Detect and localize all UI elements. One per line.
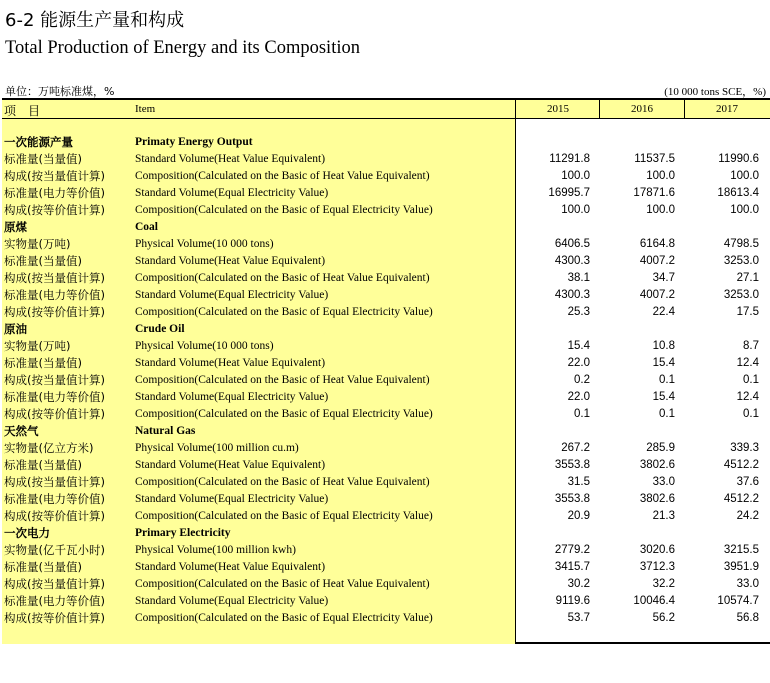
row-label-en: Physical Volume(100 million kwh) xyxy=(135,544,296,556)
column-divider xyxy=(684,100,685,119)
row-label-en: Primary Electricity xyxy=(135,527,231,539)
header-year-2016: 2016 xyxy=(631,103,653,115)
unit-label-cn: 单位：万吨标准煤，% xyxy=(5,85,115,98)
value-cell-2016: 285.9 xyxy=(646,442,675,454)
value-cell-2016: 3020.6 xyxy=(639,544,675,556)
section-row xyxy=(2,423,770,440)
row-label-cn: 标准量(电力等价值) xyxy=(4,186,105,200)
value-cell-2017: 0.1 xyxy=(743,374,759,386)
value-cell-2015: 0.1 xyxy=(574,408,590,420)
row-label-cn: 构成(按等价值计算) xyxy=(4,305,105,319)
value-cell-2015: 22.0 xyxy=(567,391,590,403)
row-label-cn: 构成(按等价值计算) xyxy=(4,611,105,625)
table-row xyxy=(2,542,770,559)
page-title-en: Total Production of Energy and its Composition xyxy=(5,38,360,58)
value-cell-2016: 33.0 xyxy=(652,476,675,488)
value-cell-2017: 17.5 xyxy=(736,306,759,318)
value-cell-2017: 10574.7 xyxy=(717,595,759,607)
value-cell-2015: 11291.8 xyxy=(549,153,590,165)
row-label-en: Physical Volume(10 000 tons) xyxy=(135,340,274,352)
value-cell-2016: 3802.6 xyxy=(639,493,675,505)
value-cell-2017: 56.8 xyxy=(736,612,759,624)
value-cell-2016: 21.3 xyxy=(652,510,675,522)
table-row xyxy=(2,406,770,423)
table-row xyxy=(2,304,770,321)
value-cell-2015: 100.0 xyxy=(561,170,590,182)
row-label-en: Standard Volume(Heat Value Equivalent) xyxy=(135,561,326,573)
row-label-en: Coal xyxy=(135,221,158,233)
value-cell-2017: 100.0 xyxy=(730,170,759,182)
row-label-en: Composition(Calculated on the Basic of Equal Electricity Value) xyxy=(135,306,433,318)
table-row xyxy=(2,287,770,304)
value-cell-2016: 32.2 xyxy=(652,578,675,590)
table-row xyxy=(2,593,770,610)
value-cell-2017: 27.1 xyxy=(736,272,759,284)
value-cell-2016: 100.0 xyxy=(646,170,675,182)
value-cell-2017: 12.4 xyxy=(736,391,759,403)
row-label-cn: 原煤 xyxy=(4,220,27,234)
row-label-en: Standard Volume(Equal Electricity Value) xyxy=(135,187,329,199)
value-cell-2015: 25.3 xyxy=(567,306,590,318)
row-label-en: Composition(Calculated on the Basic of Heat Value Equivalent) xyxy=(135,476,430,488)
row-label-en: Natural Gas xyxy=(135,425,196,437)
row-label-cn: 实物量(万吨) xyxy=(4,237,71,251)
value-cell-2015: 22.0 xyxy=(567,357,590,369)
row-label-cn: 构成(按当量值计算) xyxy=(4,169,105,183)
header-item-en: Item xyxy=(135,103,156,115)
row-label-en: Crude Oil xyxy=(135,323,185,335)
page-title-cn: 6-2 能源生产量和构成 xyxy=(5,10,185,31)
value-cell-2015: 9119.6 xyxy=(555,595,590,607)
table-row xyxy=(2,610,770,627)
row-label-en: Physical Volume(10 000 tons) xyxy=(135,238,274,250)
value-cell-2015: 30.2 xyxy=(567,578,590,590)
value-cell-2017: 37.6 xyxy=(736,476,759,488)
row-label-cn: 天然气 xyxy=(4,424,39,438)
value-cell-2015: 0.2 xyxy=(574,374,590,386)
table-row xyxy=(2,168,770,185)
row-label-cn: 标准量(当量值) xyxy=(4,560,82,574)
value-cell-2017: 0.1 xyxy=(743,408,759,420)
row-label-cn: 构成(按当量值计算) xyxy=(4,373,105,387)
table-row xyxy=(2,440,770,457)
value-cell-2017: 12.4 xyxy=(736,357,759,369)
row-label-cn: 标准量(电力等价值) xyxy=(4,288,105,302)
value-cell-2016: 0.1 xyxy=(659,408,675,420)
row-label-cn: 实物量(亿立方米) xyxy=(4,441,94,455)
table-row xyxy=(2,185,770,202)
table-body xyxy=(2,134,770,627)
value-cell-2017: 3215.5 xyxy=(723,544,759,556)
value-cell-2017: 18613.4 xyxy=(717,187,759,199)
table-row xyxy=(2,389,770,406)
section-row xyxy=(2,525,770,542)
row-label-cn: 构成(按当量值计算) xyxy=(4,271,105,285)
value-cell-2016: 34.7 xyxy=(652,272,675,284)
row-label-en: Composition(Calculated on the Basic of Equal Electricity Value) xyxy=(135,510,433,522)
value-cell-2016: 15.4 xyxy=(652,357,675,369)
value-cell-2017: 4512.2 xyxy=(723,459,759,471)
row-label-en: Composition(Calculated on the Basic of Heat Value Equivalent) xyxy=(135,374,430,386)
value-cell-2016: 3712.3 xyxy=(639,561,675,573)
value-cell-2015: 53.7 xyxy=(567,612,590,624)
value-cell-2015: 20.9 xyxy=(567,510,590,522)
value-cell-2017: 11990.6 xyxy=(718,153,759,165)
header-year-2017: 2017 xyxy=(716,103,738,115)
row-label-cn: 标准量(电力等价值) xyxy=(4,594,105,608)
value-cell-2017: 33.0 xyxy=(736,578,759,590)
row-label-cn: 标准量(当量值) xyxy=(4,356,82,370)
table-row xyxy=(2,457,770,474)
value-cell-2016: 10046.4 xyxy=(633,595,675,607)
table-row xyxy=(2,355,770,372)
header-item-cn: 项 目 xyxy=(4,104,41,118)
row-label-en: Standard Volume(Equal Electricity Value) xyxy=(135,391,329,403)
value-cell-2015: 31.5 xyxy=(567,476,590,488)
table-row xyxy=(2,372,770,389)
value-cell-2016: 4007.2 xyxy=(639,289,675,301)
row-label-cn: 一次能源产量 xyxy=(4,135,73,149)
value-cell-2017: 4798.5 xyxy=(723,238,759,250)
row-label-cn: 实物量(亿千瓦小时) xyxy=(4,543,105,557)
value-cell-2016: 3802.6 xyxy=(639,459,675,471)
table-header xyxy=(2,100,770,119)
table-row xyxy=(2,236,770,253)
table-row xyxy=(2,253,770,270)
value-cell-2017: 24.2 xyxy=(736,510,759,522)
table-row xyxy=(2,202,770,219)
value-cell-2015: 38.1 xyxy=(567,272,590,284)
value-cell-2017: 339.3 xyxy=(730,442,759,454)
row-label-en: Primaty Energy Output xyxy=(135,136,253,148)
row-label-cn: 一次电力 xyxy=(4,526,50,540)
value-cell-2017: 8.7 xyxy=(743,340,759,352)
value-cell-2016: 11537.5 xyxy=(634,153,675,165)
row-label-cn: 构成(按等价值计算) xyxy=(4,203,105,217)
row-label-en: Standard Volume(Equal Electricity Value) xyxy=(135,493,329,505)
table-row xyxy=(2,151,770,168)
table-row xyxy=(2,576,770,593)
value-cell-2015: 6406.5 xyxy=(554,238,590,250)
section-row xyxy=(2,134,770,151)
value-cell-2015: 3553.8 xyxy=(554,459,590,471)
value-cell-2015: 15.4 xyxy=(567,340,590,352)
row-label-cn: 标准量(当量值) xyxy=(4,254,82,268)
table-row xyxy=(2,338,770,355)
value-cell-2015: 16995.7 xyxy=(548,187,590,199)
row-label-cn: 实物量(万吨) xyxy=(4,339,71,353)
column-divider xyxy=(599,100,600,119)
value-cell-2017: 100.0 xyxy=(730,204,759,216)
value-cell-2016: 15.4 xyxy=(652,391,675,403)
row-label-en: Composition(Calculated on the Basic of Equal Electricity Value) xyxy=(135,612,433,624)
value-cell-2017: 3253.0 xyxy=(723,255,759,267)
row-label-en: Composition(Calculated on the Basic of Heat Value Equivalent) xyxy=(135,578,430,590)
row-label-cn: 构成(按当量值计算) xyxy=(4,577,105,591)
value-cell-2015: 3415.7 xyxy=(554,561,590,573)
value-cell-2016: 0.1 xyxy=(659,374,675,386)
value-cell-2016: 6164.8 xyxy=(639,238,675,250)
row-label-cn: 构成(按当量值计算) xyxy=(4,475,105,489)
value-cell-2015: 3553.8 xyxy=(554,493,590,505)
row-label-en: Composition(Calculated on the Basic of Heat Value Equivalent) xyxy=(135,170,430,182)
row-label-en: Composition(Calculated on the Basic of Equal Electricity Value) xyxy=(135,204,433,216)
row-label-en: Standard Volume(Equal Electricity Value) xyxy=(135,289,329,301)
value-cell-2016: 17871.6 xyxy=(633,187,675,199)
energy-table xyxy=(2,98,770,644)
unit-label-en: (10 000 tons SCE，%) xyxy=(664,86,766,98)
row-label-en: Composition(Calculated on the Basic of Heat Value Equivalent) xyxy=(135,272,430,284)
row-label-en: Composition(Calculated on the Basic of Equal Electricity Value) xyxy=(135,408,433,420)
table-row xyxy=(2,559,770,576)
row-label-en: Standard Volume(Equal Electricity Value) xyxy=(135,595,329,607)
row-label-en: Physical Volume(100 million cu.m) xyxy=(135,442,299,454)
value-cell-2015: 4300.3 xyxy=(554,255,590,267)
value-cell-2015: 267.2 xyxy=(561,442,590,454)
row-label-cn: 标准量(电力等价值) xyxy=(4,492,105,506)
value-cell-2015: 100.0 xyxy=(561,204,590,216)
table-row xyxy=(2,508,770,525)
value-cell-2017: 4512.2 xyxy=(723,493,759,505)
value-cell-2017: 3253.0 xyxy=(723,289,759,301)
row-label-en: Standard Volume(Heat Value Equivalent) xyxy=(135,357,326,369)
value-cell-2016: 10.8 xyxy=(652,340,675,352)
row-label-en: Standard Volume(Heat Value Equivalent) xyxy=(135,459,326,471)
value-cell-2016: 4007.2 xyxy=(639,255,675,267)
table-row xyxy=(2,474,770,491)
value-cell-2016: 22.4 xyxy=(652,306,675,318)
table-row xyxy=(2,491,770,508)
value-cell-2016: 100.0 xyxy=(646,204,675,216)
row-label-cn: 构成(按等价值计算) xyxy=(4,407,105,421)
row-label-cn: 构成(按等价值计算) xyxy=(4,509,105,523)
header-year-2015: 2015 xyxy=(547,103,569,115)
section-row xyxy=(2,321,770,338)
row-label-cn: 标准量(电力等价值) xyxy=(4,390,105,404)
row-label-en: Standard Volume(Heat Value Equivalent) xyxy=(135,153,326,165)
row-label-en: Standard Volume(Heat Value Equivalent) xyxy=(135,255,326,267)
row-label-cn: 标准量(当量值) xyxy=(4,458,82,472)
section-row xyxy=(2,219,770,236)
row-label-cn: 原油 xyxy=(4,322,27,336)
value-cell-2015: 2779.2 xyxy=(554,544,590,556)
value-cell-2016: 56.2 xyxy=(652,612,675,624)
value-cell-2015: 4300.3 xyxy=(554,289,590,301)
value-cell-2017: 3951.9 xyxy=(723,561,759,573)
row-label-cn: 标准量(当量值) xyxy=(4,152,82,166)
table-row xyxy=(2,270,770,287)
